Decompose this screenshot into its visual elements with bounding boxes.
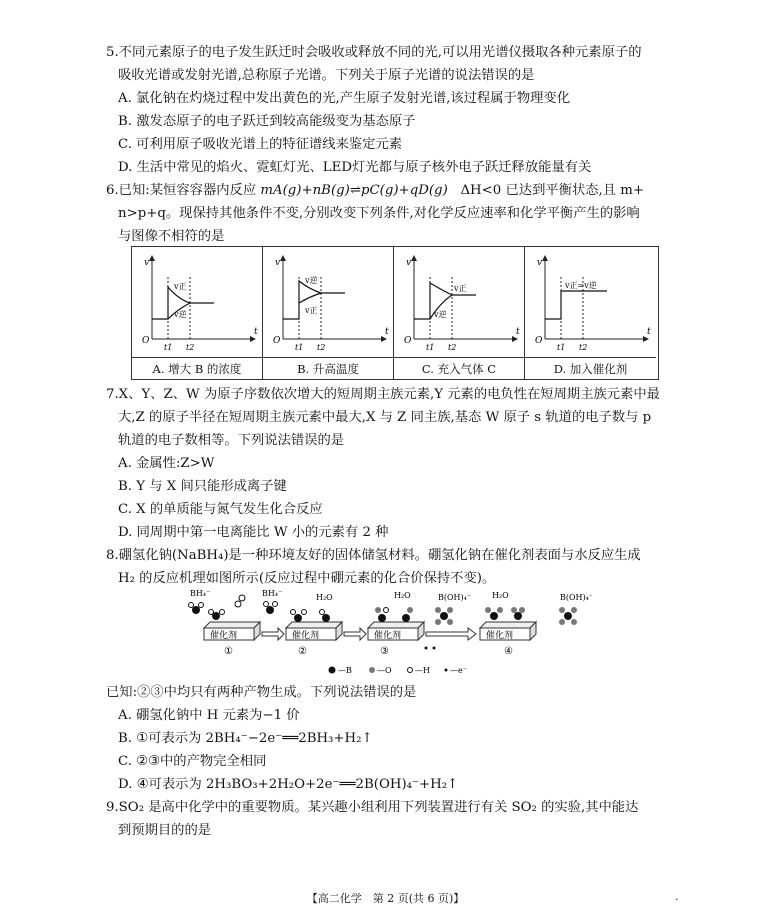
h2o-label-1: H₂O xyxy=(316,593,333,602)
q6-graph-c-upper-label: v正 xyxy=(454,284,467,293)
q6-graph-b-upper-label: v逆 xyxy=(305,276,318,285)
q9-stem-line1: 9.SO₂ 是高中化学中的重要物质。某兴趣小组利用下列装置进行有关 SO₂ 的实验,其中能达 xyxy=(106,800,639,815)
legend-e: —e⁻ xyxy=(450,666,467,675)
legend-b: —B xyxy=(338,666,352,675)
bh4-label-2: BH₄⁻ xyxy=(262,589,283,598)
q6-graph-b-axis-v: v xyxy=(275,258,281,268)
q6-graph-c-axis-t: t xyxy=(516,327,520,337)
q6-graph-d-t1: t1 xyxy=(557,343,566,352)
q6-graph-d-origin: O xyxy=(535,336,543,346)
q6-graph-a-plot xyxy=(132,247,263,357)
step-label-2: ② xyxy=(298,646,307,657)
q6-graph-d-plot xyxy=(525,247,658,357)
q5-option-b: B. 激发态原子的电子跃迁到较高能级变为基态原子 xyxy=(118,114,416,129)
q6-graph-a-upper-label: v正 xyxy=(174,282,187,291)
q6-graph-a-axis-v: v xyxy=(144,258,150,268)
q5-option-a: A. 氯化钠在灼烧过程中发出黄色的光,产生原子发射光谱,该过程属于物理变化 xyxy=(118,91,571,106)
q8-option-a: A. 硼氢化钠中 H 元素为−1 价 xyxy=(118,708,300,723)
q6-graph-a-caption: A. 增大 B 的浓度 xyxy=(132,357,262,380)
q6-stem-prefix: 6.已知:某恒容容器内反应 xyxy=(106,183,261,198)
q6-graph-d xyxy=(525,247,656,379)
catalyst-label-1: 催化剂 xyxy=(210,631,238,641)
step-label-3: ③ xyxy=(380,646,389,657)
q8-option-d: D. ④可表示为 2H₃BO₃+2H₂O+2e⁻══2B(OH)₄⁻+H₂↑ xyxy=(118,777,459,792)
q6-stem-line3: 与图像不相符的是 xyxy=(118,229,225,244)
boh4-label-2: B(OH)₄⁻ xyxy=(560,593,592,602)
q6-graph-a xyxy=(132,247,263,379)
h2o-label-2: H₂O xyxy=(394,591,411,600)
q6-graph-c-t2: t2 xyxy=(448,343,457,352)
q6-graph-a-lower-label: v逆 xyxy=(174,310,187,319)
q6-graph-b-origin: O xyxy=(273,336,281,346)
q6-graph-d-upper-label: v正=v逆 xyxy=(565,281,597,290)
q6-stem-line2: n>p+q。现保持其他条件不变,分别改变下列条件,对化学反应速率和化学平衡产生的影响 xyxy=(118,206,640,221)
q8-option-b: B. ①可表示为 2BH₄⁻−2e⁻══2BH₃+H₂↑ xyxy=(118,731,373,746)
h2o-label-3: H₂O xyxy=(492,591,509,600)
q6-graph-a-origin: O xyxy=(142,336,150,346)
step-label-1: ① xyxy=(224,646,233,657)
q6-graph-b-plot xyxy=(263,247,394,357)
q6-graph-table xyxy=(131,246,659,380)
boh4-label-1: B(OH)₄⁻ xyxy=(438,593,472,602)
q6-graph-b-t1: t1 xyxy=(295,343,304,352)
q5-stem-line1: 5.不同元素原子的电子发生跃迁时会吸收或释放不同的光,可以用光谱仪摄取各种元素原子的 xyxy=(106,45,642,60)
q6-graph-a-t1: t1 xyxy=(164,343,173,352)
arrow-3-4 xyxy=(426,628,476,640)
q8-stem-line2: H₂ 的反应机理如图所示(反应过程中硼元素的化合价保持不变)。 xyxy=(118,571,496,586)
q6-graph-b-axis-t: t xyxy=(385,327,389,337)
q7-stem-line1: 7.X、Y、Z、W 为原子序数依次增大的短周期主族元素,Y 元素的电负性在短周期主族元素中最 xyxy=(106,387,660,402)
q6-graph-c-origin: O xyxy=(404,336,412,346)
q7-stem-line2: 大,Z 的原子半径在短周期主族元素中最大,X 与 Z 同主族,基态 W 原子 s 轨道的电子数与 p xyxy=(118,410,652,425)
arrow-2-3 xyxy=(344,628,366,640)
q6-graph-d-axis-v: v xyxy=(537,258,543,268)
q7-option-c: C. X 的单质能与氮气发生化合反应 xyxy=(118,502,323,517)
q7-option-b: B. Y 与 X 间只能形成离子键 xyxy=(118,479,287,494)
q6-graph-b-lower-label: v正 xyxy=(305,306,318,315)
q7-stem-line3: 轨道的电子数相等。下列说法错误的是 xyxy=(118,433,345,448)
catalyst-block-4 xyxy=(480,622,536,641)
step-label-4: ④ xyxy=(504,646,513,657)
q6-stem-line1 xyxy=(106,182,644,200)
q6-graph-c-caption: C. 充入气体 C xyxy=(394,357,524,380)
q6-graph-a-axis-t: t xyxy=(254,327,258,337)
bh4-label-1: BH₄⁻ xyxy=(190,589,211,598)
q9-stem-line2: 到预期目的的是 xyxy=(118,823,212,838)
catalyst-label-3: 催化剂 xyxy=(374,631,402,641)
q7-option-d: D. 同周期中第一电离能比 W 小的元素有 2 种 xyxy=(118,525,389,540)
q8-mechanism-figure xyxy=(186,588,592,680)
legend xyxy=(329,666,467,675)
q8-option-c: C. ②③中的产物完全相同 xyxy=(118,754,267,769)
q8-stem-line1: 8.硼氢化钠(NaBH₄)是一种环境友好的固体储氢材料。硼氢化钠在催化剂表面与水反应生成 xyxy=(106,548,641,563)
catalyst-block-2 xyxy=(286,622,342,641)
q6-graph-c-axis-v: v xyxy=(406,258,412,268)
q6-graph-c xyxy=(394,247,525,379)
q6-graph-d-caption: D. 加入催化剂 xyxy=(525,357,656,380)
q6-graph-b-t2: t2 xyxy=(317,343,326,352)
q5-option-c: C. 可利用原子吸收光谱上的特征谱线来鉴定元素 xyxy=(118,137,403,152)
q5-option-d: D. 生活中常见的焰火、霓虹灯光、LED灯光都与原子核外电子跃迁释放能量有关 xyxy=(118,160,592,175)
arrow-1-2 xyxy=(262,628,284,640)
q6-graph-c-t1: t1 xyxy=(426,343,435,352)
q6-equation: mA(g)+nB(g)⇌pC(g)+qD(g) xyxy=(260,183,448,198)
q8-mechanism-svg xyxy=(186,588,592,680)
q6-graph-d-axis-t: t xyxy=(647,327,651,337)
q6-graph-c-lower-label: v逆 xyxy=(434,310,447,319)
q6-graph-b-caption: B. 升高温度 xyxy=(263,357,393,380)
q6-graph-c-plot xyxy=(394,247,525,357)
q5-stem-line2: 吸收光谱或发射光谱,总称原子光谱。下列关于原子光谱的说法错误的是 xyxy=(118,68,535,83)
q6-enthalpy: ΔH<0 已达到平衡状态,且 m+ xyxy=(460,183,645,198)
legend-o: —O xyxy=(377,666,392,675)
legend-h: —H xyxy=(415,666,430,675)
q6-graph-d-t2: t2 xyxy=(579,343,588,352)
catalyst-label-4: 催化剂 xyxy=(486,631,514,641)
catalyst-block-3 xyxy=(368,622,424,641)
page-footer: 【高二化学 第 2 页(共 6 页)】 xyxy=(306,892,465,905)
q8-note: 已知:②③中均只有两种产物生成。下列说法错误的是 xyxy=(106,685,417,700)
catalyst-label-2: 催化剂 xyxy=(292,631,320,641)
catalyst-block-1 xyxy=(204,622,260,641)
q6-graph-b xyxy=(263,247,394,379)
q7-option-a: A. 金属性:Z>W xyxy=(118,456,215,471)
q6-graph-a-t2: t2 xyxy=(186,343,195,352)
corner-mark: · xyxy=(675,893,679,906)
